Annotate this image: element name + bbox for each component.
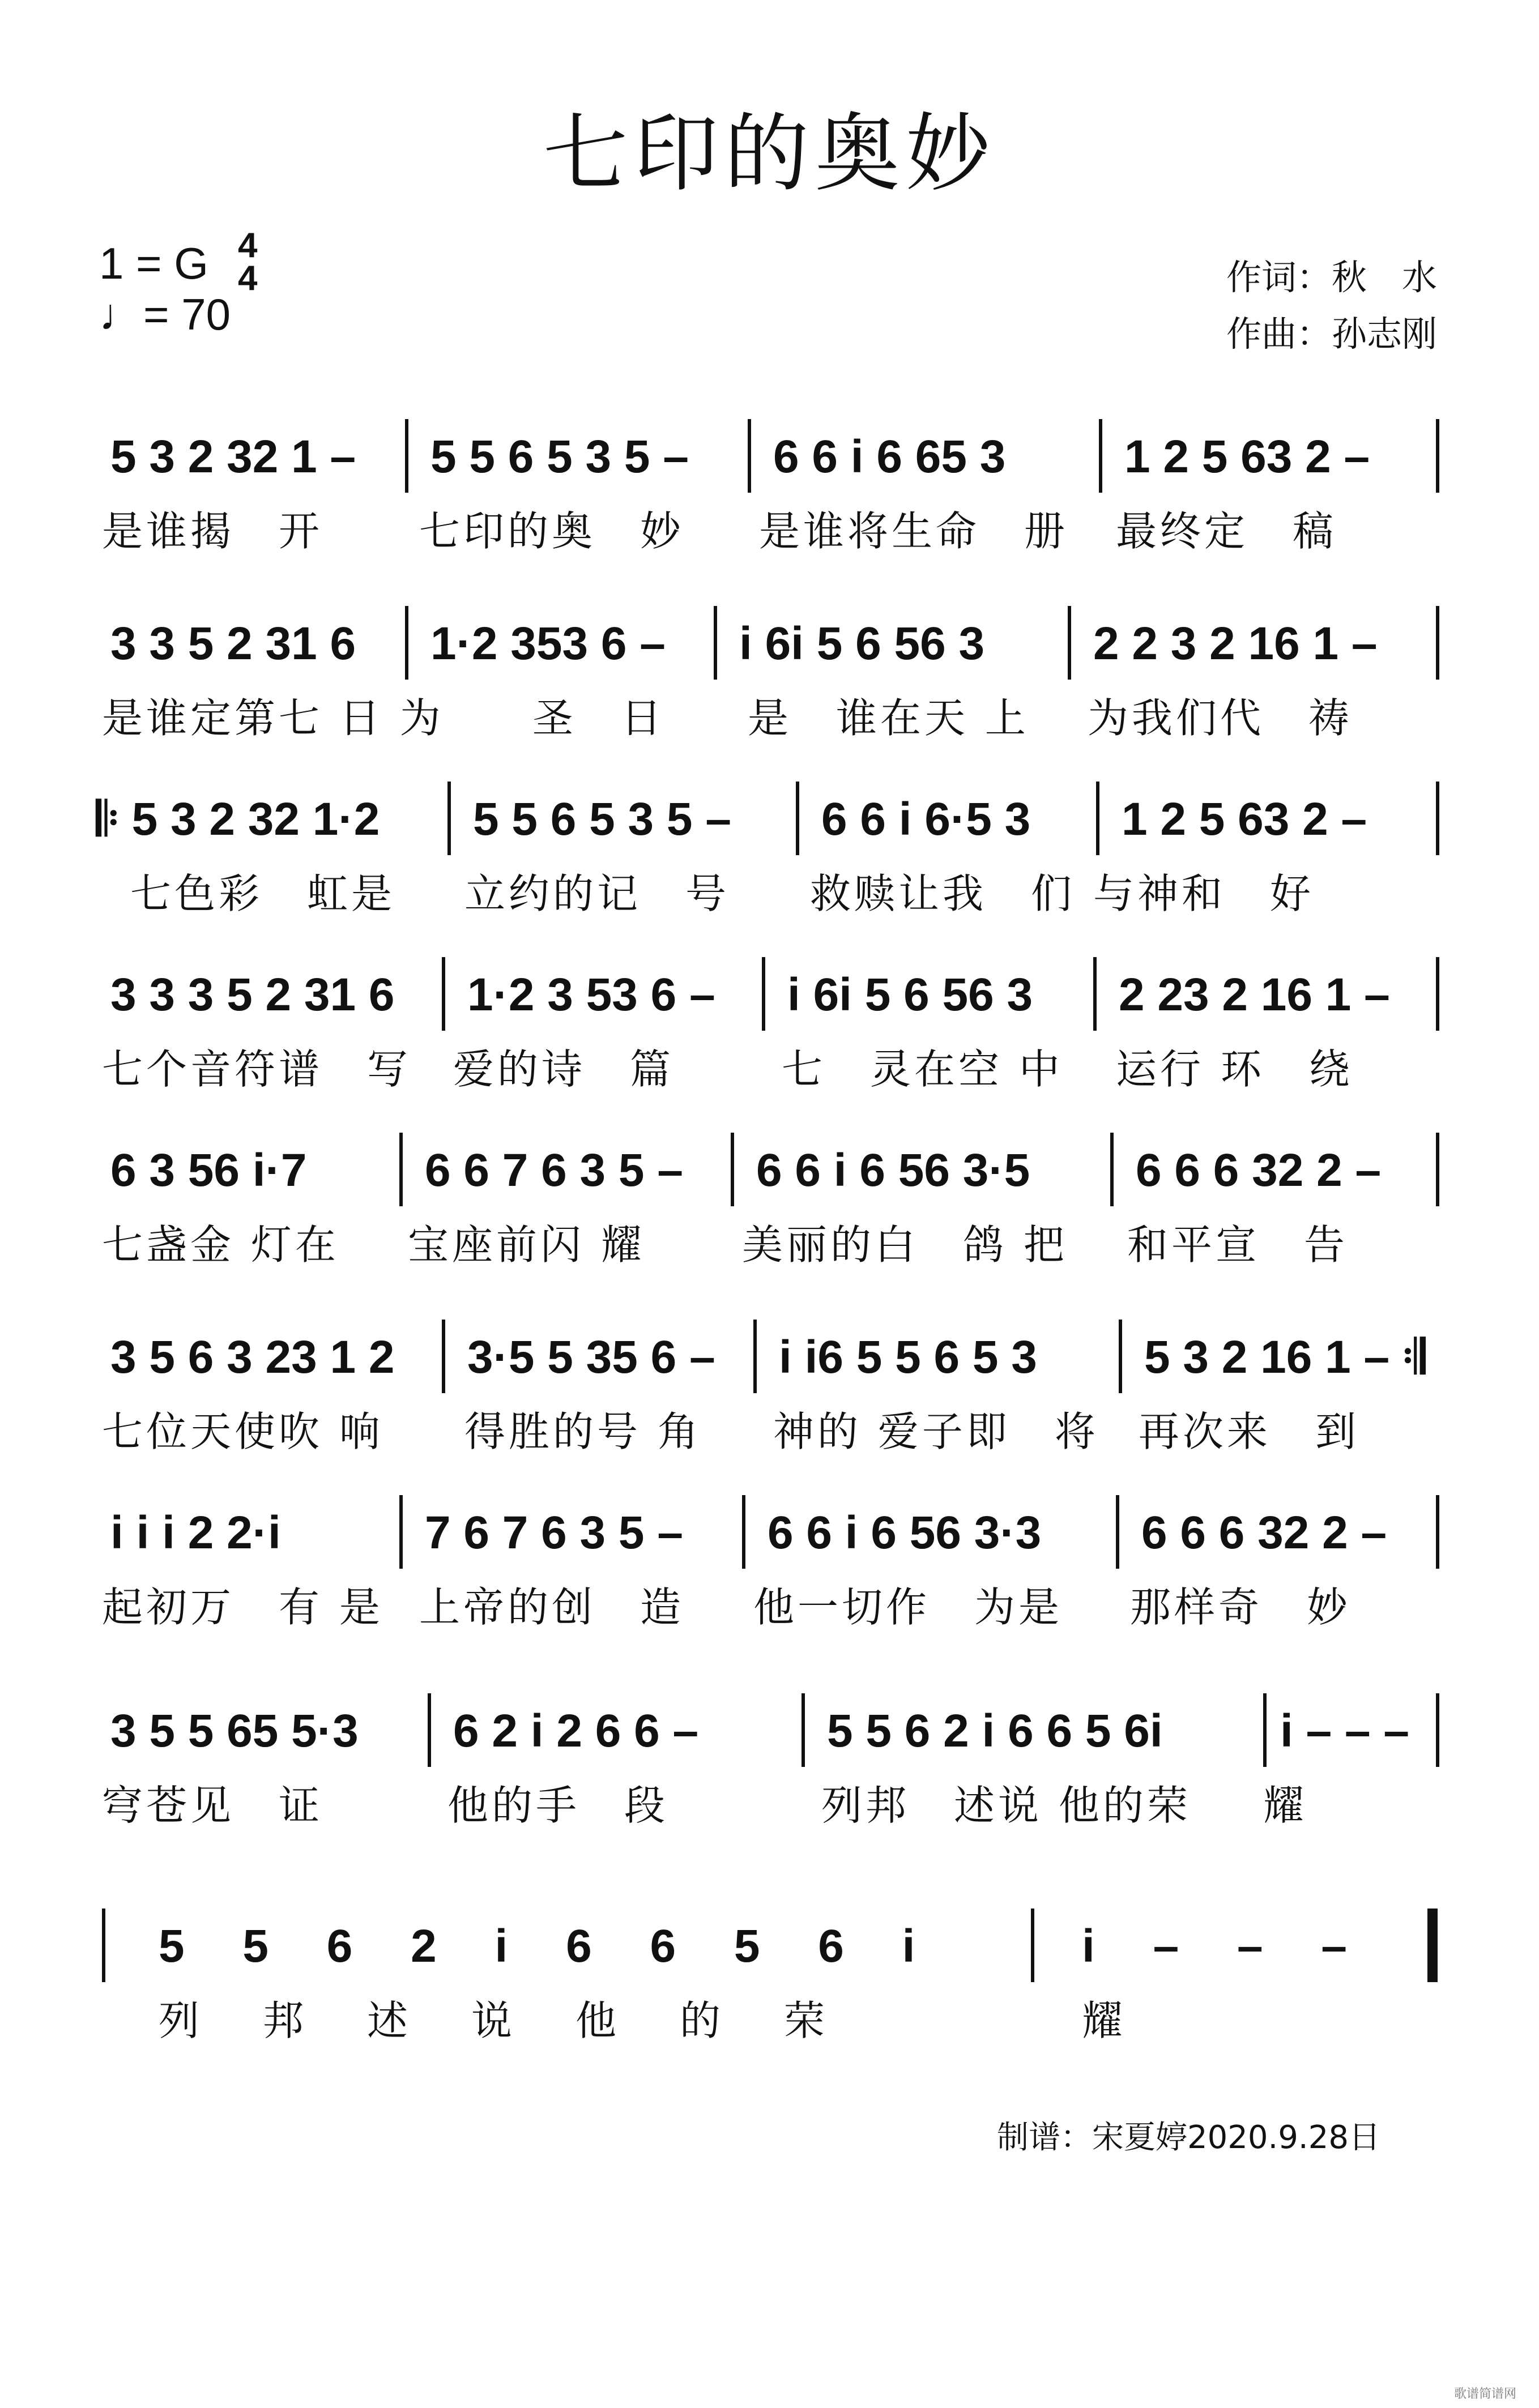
- lyric-phrase: 耀: [1263, 1782, 1308, 1829]
- lyric-phrase: 救赎让我 们: [810, 870, 1076, 917]
- transcriber-credit: 制谱：宋夏婷2020.9.28日: [996, 2119, 1380, 2156]
- barline: [1068, 606, 1071, 680]
- measure-notes: 2 2 3 2 16 1 –: [1093, 618, 1378, 669]
- measure-notes: i – – –: [1280, 1705, 1409, 1757]
- barline: [802, 1693, 805, 1767]
- lyric-phrase: 穹苍见 证: [102, 1782, 323, 1829]
- lyric-phrase: 是谁定第七 日 为: [102, 694, 444, 742]
- measure-notes: 6 6 i 6 65 3: [773, 431, 1006, 483]
- measure-notes: i i i 2 2·i: [110, 1507, 281, 1559]
- barline: [405, 419, 408, 493]
- lyric-phrase: 立约的记 号: [464, 870, 730, 917]
- barline: [447, 782, 451, 855]
- lyric-phrase: 列 邦 述 说 他 的 荣: [159, 1997, 837, 2044]
- notes-line: [102, 1495, 1444, 1563]
- barline: [1436, 957, 1439, 1031]
- score-row: [102, 1133, 1444, 1303]
- barline: [1031, 1909, 1034, 1982]
- measure-notes: 6 6 i 6·5 3: [821, 793, 1031, 845]
- barline: [428, 1693, 431, 1767]
- lyric-phrase: 与神和 好: [1093, 870, 1315, 917]
- score-row: [102, 1909, 1444, 2078]
- barline: [1436, 1495, 1439, 1569]
- lyric-phrase: 上帝的创 造: [419, 1583, 685, 1631]
- measure-notes: i 6i 5 6 56 3: [787, 969, 1033, 1021]
- lyric-phrase: 七色彩 虹是: [130, 870, 396, 917]
- lyric-phrase: 是 谁在天 上: [748, 694, 1029, 742]
- measure-notes: 3 5 5 65 5·3: [110, 1705, 359, 1757]
- measure-notes: 5 5 6 5 3 5 –: [473, 793, 731, 845]
- barline: [762, 957, 765, 1031]
- lyrics-line: [102, 1988, 1444, 2044]
- lyrics-line: [102, 1212, 1444, 1269]
- watermark: 歌谱简谱网: [1453, 2386, 1516, 2401]
- lyric-phrase: 七印的奥 妙: [419, 507, 685, 555]
- measure-notes: 1 2 5 63 2 –: [1122, 793, 1367, 845]
- composer-credit: 作曲：孙志刚: [1226, 313, 1437, 355]
- meter-bottom: 4: [238, 259, 258, 298]
- barline: [1263, 1693, 1267, 1767]
- score-row: [102, 606, 1444, 776]
- score-row: [96, 782, 1444, 951]
- measure-notes: 1 2 5 63 2 –: [1124, 431, 1370, 483]
- barline: [1119, 1320, 1122, 1393]
- lyric-phrase: 和平宣 告: [1127, 1221, 1349, 1269]
- barline: [1436, 782, 1439, 855]
- score-row: [102, 419, 1444, 589]
- lyric-phrase: 耀: [1082, 1997, 1127, 2044]
- barline: [714, 606, 717, 680]
- measure-notes: 𝄆 5 3 2 32 1·2: [96, 793, 380, 845]
- notes-line: [102, 1909, 1444, 1976]
- measure-notes: 5 5 6 5 3 5 –: [430, 431, 689, 483]
- lyric-phrase: 是谁将生命 册: [759, 507, 1069, 555]
- barline: [102, 1909, 105, 1982]
- score-row: [102, 1495, 1444, 1665]
- lyrics-line: [102, 1773, 1444, 1829]
- measure-notes: 5 3 2 32 1 –: [110, 431, 356, 483]
- measure-notes: 6 6 i 6 56 3·3: [768, 1507, 1042, 1559]
- meter-top: 4: [238, 226, 258, 265]
- barline: [405, 606, 408, 680]
- final-barline: [1427, 1909, 1438, 1982]
- tempo-marking: ♩= 70: [99, 289, 231, 339]
- barline: [399, 1495, 403, 1569]
- lyric-phrase: 宝座前闪 耀: [408, 1221, 645, 1269]
- measure-notes: 6 2 i 2 6 6 –: [453, 1705, 699, 1757]
- barline: [442, 1320, 445, 1393]
- barline: [1436, 606, 1439, 680]
- measure-notes: 5 5 6 2 i 6 6 5 6 i: [159, 1920, 938, 1972]
- lyric-phrase: 七位天使吹 响: [102, 1408, 383, 1455]
- lyric-phrase: 起初万 有 是: [102, 1583, 383, 1631]
- score-row: [102, 1320, 1444, 1489]
- barline: [796, 782, 799, 855]
- page-title: 七印的奥妙: [543, 105, 996, 203]
- barline: [1436, 1133, 1439, 1206]
- measure-notes: 1·2 3 53 6 –: [467, 969, 715, 1021]
- lyric-phrase: 运行 环 绕: [1116, 1045, 1353, 1093]
- measure-notes: 6 6 6 32 2 –: [1136, 1145, 1382, 1196]
- barline: [1436, 419, 1439, 493]
- measure-notes: 3·5 5 35 6 –: [467, 1331, 715, 1383]
- barline: [742, 1495, 745, 1569]
- measure-notes: 1·2 353 6 –: [430, 618, 666, 669]
- measure-notes: 6 6 i 6 56 3·5: [756, 1145, 1030, 1196]
- barline: [399, 1133, 403, 1206]
- barline: [1093, 957, 1097, 1031]
- lyric-phrase: 爱的诗 篇: [453, 1045, 675, 1093]
- notes-line: [102, 1133, 1444, 1201]
- lyric-phrase: 七 灵在空 中: [782, 1045, 1063, 1093]
- notes-line: [102, 419, 1444, 487]
- notes-line: [96, 782, 1444, 849]
- notes-line: [102, 1693, 1444, 1761]
- lyrics-line: [102, 861, 1444, 917]
- measure-notes: 3 3 3 5 2 31 6: [110, 969, 395, 1021]
- lyrics-line: [102, 685, 1444, 742]
- barline: [442, 957, 445, 1031]
- lyric-phrase: 列邦 述说 他的荣: [821, 1782, 1191, 1829]
- time-signature: [238, 226, 258, 298]
- score-row: [102, 1693, 1444, 1863]
- lyric-phrase: 是谁揭 开: [102, 507, 323, 555]
- barline: [753, 1320, 757, 1393]
- measure-notes: i 6i 5 6 56 3: [739, 618, 985, 669]
- measure-notes: i – – –: [1082, 1920, 1370, 1972]
- lyric-phrase: 七盏金 灯在: [102, 1221, 339, 1269]
- measure-notes: 5 5 6 2 i 6 6 5 6i: [827, 1705, 1163, 1757]
- lyric-phrase: 为我们代 祷: [1088, 694, 1353, 742]
- measure-notes: 7 6 7 6 3 5 –: [425, 1507, 683, 1559]
- measure-notes: 3 3 5 2 31 6: [110, 618, 356, 669]
- measure-notes: i i6 5 5 6 5 3: [779, 1331, 1037, 1383]
- barline: [1110, 1133, 1114, 1206]
- lyric-phrase: 那样奇 妙: [1130, 1583, 1352, 1631]
- notes-line: [102, 1320, 1444, 1387]
- measure-notes: 6 3 56 i·7: [110, 1145, 307, 1196]
- barline: [1099, 419, 1102, 493]
- barline: [1096, 782, 1099, 855]
- barline: [1436, 1693, 1439, 1767]
- lyrics-line: [102, 1036, 1444, 1093]
- measure-notes: 2 23 2 16 1 –: [1119, 969, 1390, 1021]
- measure-notes: 3 5 6 3 23 1 2: [110, 1331, 395, 1383]
- lyrics-line: [102, 498, 1444, 555]
- measure-notes: 5 3 2 16 1 – 𝄇: [1144, 1331, 1425, 1383]
- lyric-phrase: 美丽的白 鸽 把: [742, 1221, 1068, 1269]
- barline: [731, 1133, 734, 1206]
- barline: [748, 419, 751, 493]
- credits: [1226, 249, 1437, 362]
- measure-notes: 6 6 7 6 3 5 –: [425, 1145, 683, 1196]
- lyric-phrase: 最终定 稿: [1116, 507, 1337, 555]
- lyric-phrase: 再次来 到: [1139, 1408, 1360, 1455]
- score-row: [102, 957, 1444, 1127]
- barline: [1116, 1495, 1119, 1569]
- lyric-phrase: 他的手 段: [447, 1782, 669, 1829]
- lyric-phrase: 得胜的号 角: [464, 1408, 702, 1455]
- key-signature: 1 = G: [99, 238, 208, 288]
- measure-notes: 6 6 6 32 2 –: [1141, 1507, 1387, 1559]
- lyric-phrase: 他一切作 为是: [753, 1583, 1063, 1631]
- notes-line: [102, 606, 1444, 674]
- lyricist-credit: 作词：秋 水: [1226, 257, 1437, 298]
- lyric-phrase: 圣 日: [532, 694, 666, 742]
- lyric-phrase: 神的 爱子即 将: [773, 1408, 1099, 1455]
- lyric-phrase: 七个音符谱 写: [102, 1045, 412, 1093]
- notes-line: [102, 957, 1444, 1025]
- lyrics-line: [102, 1574, 1444, 1631]
- lyrics-line: [102, 1399, 1444, 1455]
